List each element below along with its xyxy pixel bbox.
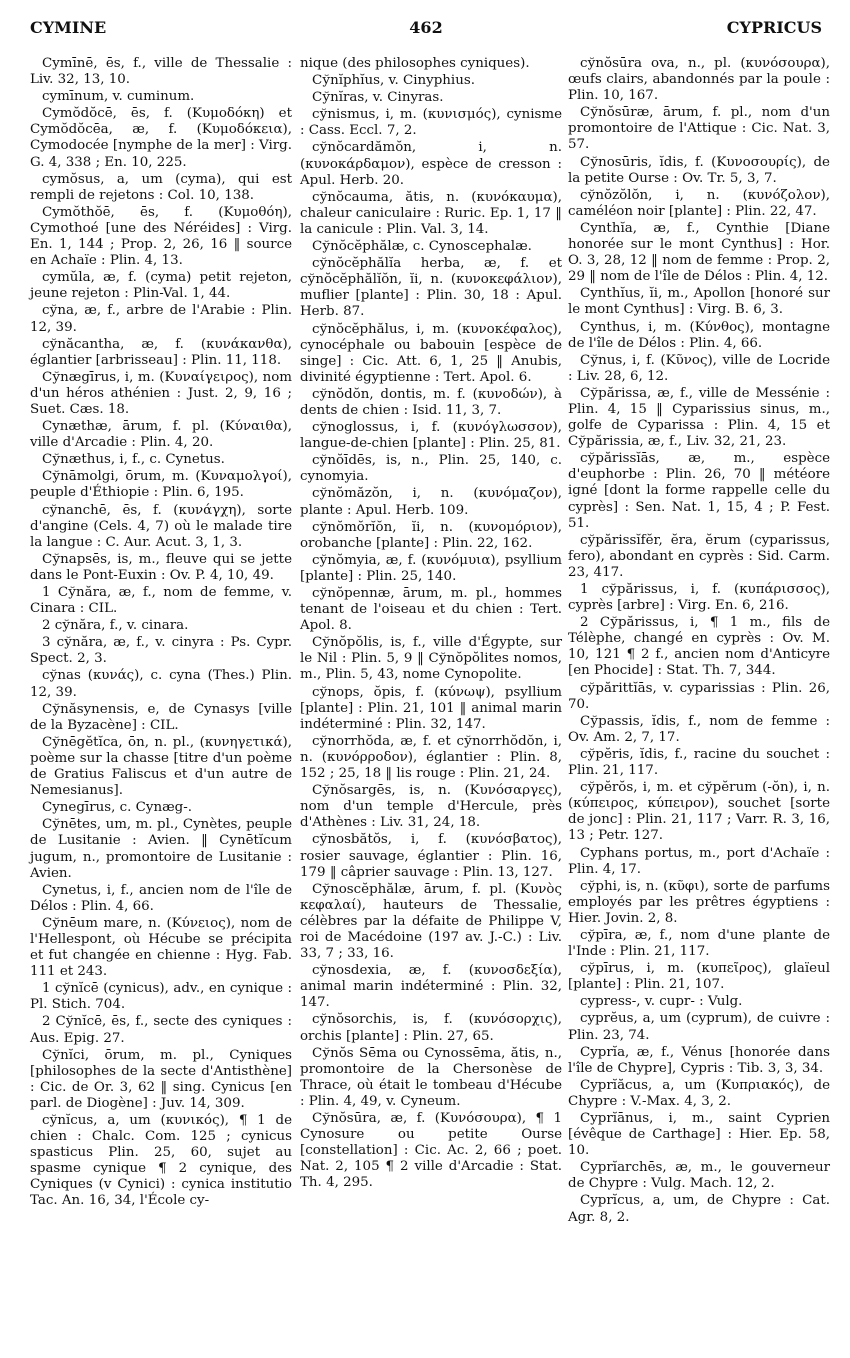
column-1 (30, 56, 292, 1211)
dictionary-entry: Cynæthæ, ārum, f. pl. (Κύναιθα), ville d'Arcadie : Plin. 4, 20. (30, 419, 292, 451)
dictionary-entry: cўnŏcĕphălĭa herba, æ, f. et cўnŏcĕphălĭŏn, ĭi, n. (κυνοκεφάλιον), muflier [plante] : Plin. 30, 18 : Apul. Herb. 87. (300, 256, 562, 320)
dictionary-entry: cўpărissĭās, æ, m., espèce d'euphorbe : Plin. 26, 70 ‖ météore igné [dont la forme rappelle celle du cyprès] : Sen. Nat. 1, 15, 4 ; P. Fest. 51. (568, 451, 830, 531)
column-3 (568, 56, 830, 1227)
dictionary-entry: cўphi, is, n. (κῦφι), sorte de parfums employés par les prêtres égyptiens : Hier. Jovin. 2, 8. (568, 878, 830, 926)
dictionary-entry: Cynetus, i, f., ancien nom de l'île de Délos : Plin. 4, 66. (30, 882, 292, 914)
dictionary-entry: cўnosbătŏs, i, f. (κυνόσβατος), rosier sauvage, églantier : Plin. 16, 179 ‖ câprier sauvage : Plin. 13, 127. (300, 832, 562, 880)
dictionary-entry: cўpīra, æ, f., nom d'une plante de l'Inde : Plin. 21, 117. (568, 927, 830, 960)
dictionary-entry: Cymīnē, ēs, f., ville de Thessalie : Liv. 32, 13, 10. (30, 56, 292, 88)
dictionary-entry: Cyprĭcus, a, um, de Chypre : Cat. Agr. 8, 2. (568, 1193, 830, 1225)
dictionary-entry: 1 Cўnăra, æ, f., nom de femme, v. Cinara : CIL. (30, 585, 292, 617)
dictionary-entry: cўnismus, i, m. (κυνισμός), cynisme : Cass. Eccl. 7, 2. (300, 107, 562, 139)
dictionary-entry: Cyprĭa, æ, f., Vénus [honorée dans l'île de Chypre], Cypris : Tib. 3, 3, 34. (568, 1044, 830, 1076)
dictionary-entry: Cўpărissa, æ, f., ville de Messénie : Plin. 4, 15 ‖ Cyparissius sinus, m., golfe de Cyparissa : Plin. 4, 15 et Cўpărissia, æ, f., Liv. 32, 21, 23. (568, 385, 830, 450)
dictionary-entry: Cўnosūris, ĭdis, f. (Κυνοσουρίς), de la petite Ourse : Ov. Tr. 5, 3, 7. (568, 154, 830, 186)
dictionary-entry: Cўpassis, ĭdis, f., nom de femme : Ov. Am. 2, 7, 17. (568, 713, 830, 745)
column-2 (300, 56, 562, 1192)
dictionary-entry: Cўnĭphĭus, v. Cinyphius. (312, 73, 475, 89)
dictionary-entry: cўnŏīdēs, is, n., Plin. 25, 140, c. cynomyia. (300, 453, 562, 485)
dictionary-entry: cўpărittĭās, v. cyparissias : Plin. 26, 70. (568, 680, 830, 712)
dictionary-entry: cўnŏcauma, ătis, n. (κυνόκαυμα), chaleur caniculaire : Ruric. Ep. 1, 17 ‖ la canicule : Plin. Val. 3, 14. (300, 189, 562, 237)
dictionary-entry: cўnŏmyia, æ, f. (κυνόμυια), psyllium [plante] : Plin. 25, 140. (300, 552, 562, 584)
dictionary-entry: Cўnus, i, f. (Κῦνος), ville de Locride : Liv. 28, 6, 12. (568, 352, 830, 384)
dictionary-entry: cўnĭcus, a, um (κυνικός), ¶ 1 de chien : Chalc. Com. 125 ; cynicus spasticus Plin. 25, 60, sujet au spasme cynique ¶ 2 cynique, des Cyniques (v Cynici) : cynica institutio Tac. An. 16, 34, l'École cy- (30, 1113, 292, 1209)
dictionary-entry: Cўnŏsūræ, ārum, f. pl., nom d'un promontoire de l'Attique : Cic. Nat. 3, 57. (568, 105, 830, 153)
dictionary-entry: cўnŏcardămŏn, i, n. (κυνοκάρδαμον), espèce de cresson : Apul. Herb. 20. (300, 140, 562, 188)
dictionary-entry: Cўnapsēs, is, m., fleuve qui se jette dans le Pont-Euxin : Ov. P. 4, 10, 49. (30, 551, 292, 583)
dictionary-entry: Cyprĭăcus, a, um (Κυπριακός), de Chypre : V.-Max. 4, 3, 2. (568, 1077, 830, 1109)
dictionary-entry: Cўnoscĕphălæ, ārum, f. pl. (Κυνὸς κεφαλαί), hauteurs de Thessalie, célèbres par la défaite de Philippe V, roi de Macédoine (197 av. J.-C.) : Liv. 33, 7 ; 33, 16. (300, 881, 562, 962)
dictionary-entry: cўnŏpennæ, ārum, m. pl., hommes tenant de l'oiseau et du chien : Tert. Apol. 8. (300, 586, 562, 634)
dictionary-entry: cymŏsus, a, um (cyma), qui est rempli de rejetons : Col. 10, 138. (30, 171, 292, 203)
dictionary-entry: 1 cўnĭcē (cynicus), adv., en cynique : Pl. Stich. 704. (30, 981, 292, 1013)
dictionary-entry: 1 cўpărissus, i, f. (κυπάρισσος), cyprès [arbre] : Virg. En. 6, 216. (568, 582, 830, 614)
dictionary-entry: Cўnētes, um, m. pl., Cynètes, peuple de Lusitanie : Avien. ‖ Cynētĭcum jugum, n., promontoire de Lusitanie : Avien. (30, 817, 292, 881)
dictionary-entry: Cўnăsynensis, e, de Cynasys [ville de la Byzacène] : CIL. (30, 701, 292, 733)
dictionary-entry: cўnŏsūra ova, n., pl. (κυνόσουρα), œufs clairs, abandonnés par la poule : Plin. 10, 167. (568, 56, 830, 104)
dictionary-entry: Cўnægīrus, i, m. (Κυναίγειρος), nom d'un héros athénien : Just. 2, 9, 16 ; Suet. Cæs. 18. (30, 369, 292, 417)
running-head-left: CYMINE (30, 18, 107, 37)
dictionary-entry: Cymŏthŏē, ēs, f. (Κυμοθόη), Cymothoé [une des Néréides] : Virg. En. 1, 144 ; Prop. 2, 26, 16 ‖ source en Achaïe : Plin. 4, 13. (30, 204, 292, 269)
dictionary-entry: 3 cўnăra, æ, f., v. cinyra : Ps. Cypr. Spect. 2, 3. (30, 635, 292, 667)
dictionary-entry: cўnŏsorchis, is, f. (κυνόσορχις), orchis [plante] : Plin. 27, 65. (300, 1012, 562, 1044)
dictionary-entry: Cўnæthus, i, f., c. Cynetus. (42, 452, 225, 468)
dictionary-entry: Cўnĭci, ōrum, m. pl., Cyniques [philosophes de la secte d'Antisthène] : Cic. de Or. 3, 62 ‖ sing. Cynicus [en parl. de Diogène] : Juv. 14, 309. (30, 1047, 292, 1111)
dictionary-entry: Cўnŏs Sēma ou Cynossēma, ătis, n., promontoire de la Chersonèse de Thrace, où était le tombeau d'Hécube : Plin. 4, 49, v. Cyneum. (300, 1045, 562, 1109)
dictionary-entry: Cўnāmolgi, ōrum, m. (Κυναμολγοί), peuple d'Éthiopie : Plin. 6, 195. (30, 469, 292, 501)
dictionary-entry: Cynthĭus, ĭi, m., Apollon [honoré sur le mont Cynthus] : Virg. B. 6, 3. (568, 286, 830, 318)
dictionary-entry: cypress-, v. cupr- : Vulg. (580, 994, 743, 1010)
dictionary-entry: Cyphans portus, m., port d'Achaïe : Plin. 4, 17. (568, 845, 830, 877)
dictionary-entry: Cўnŏsargēs, is, n. (Κυνόσαργες), nom d'un temple d'Hercule, près d'Athènes : Liv. 31, 24, 18. (300, 783, 562, 831)
dictionary-entry: cўnas (κυνάς), c. cyna (Thes.) Plin. 12, 39. (30, 668, 292, 700)
dictionary-entry: cymīnum, v. cuminum. (42, 89, 195, 105)
dictionary-entry: Cўnŏpŏlis, is, f., ville d'Égypte, sur le Nil : Plin. 5, 9 ‖ Cўnŏpŏlites nomos, m., Plin. 5, 43, nome Cynopolite. (300, 635, 562, 683)
dictionary-entry: cўnŏmŏrĭŏn, ĭi, n. (κυνομόριον), orobanche [plante] : Plin. 22, 162. (300, 519, 562, 551)
dictionary-entry: cyprĕus, a, um (cyprum), de cuivre : Plin. 23, 74. (568, 1011, 830, 1043)
dictionary-entry: Cyprĭānus, i, m., saint Cyprien [évêque de Carthage] : Hier. Ep. 58, 10. (568, 1111, 830, 1159)
dictionary-entry: Cўnēgĕtĭca, ōn, n. pl., (κυνηγετικά), poème sur la chasse [titre d'un poème de Gratius Faliscus et d'un autre de Nemesianus]. (30, 734, 292, 799)
dictionary-entry: Cynthĭa, æ, f., Cynthie [Diane honorée sur le mont Cynthus] : Hor. O. 3, 28, 12 ‖ nom de femme : Prop. 2, 29 ‖ nom de l'île de Délos : Plin. 4, 12. (568, 220, 830, 285)
dictionary-entry: cўpĕrŏs, i, m. et cўpĕrum (-ŏn), i, n. (κύπειρος, κύπειρον), souchet [sorte de jonc] : Plin. 21, 117 ; Varr. R. 3, 16, 13 ; Petr. 127. (568, 780, 830, 844)
dictionary-entry: cўnŏdŏn, dontis, m. f. (κυνοδών), à dents de chien : Isid. 11, 3, 7. (300, 386, 562, 418)
dictionary-entry: cўnops, ŏpis, f. (κύνωψ), psyllium [plante] : Plin. 21, 101 ‖ animal marin indéterminé : Plin. 32, 147. (300, 684, 562, 732)
dictionary-entry: cўpīrus, i, m. (κυπεῖρος), glaïeul [plante] : Plin. 21, 107. (568, 961, 830, 993)
dictionary-entry: cўna, æ, f., arbre de l'Arabie : Plin. 12, 39. (30, 303, 292, 335)
dictionary-entry: Cўnŏsūra, æ, f. (Κυνόσουρα), ¶ 1 Cynosure ou petite Ourse [constellation] : Cic. Ac. 2, 66 ; poet. Nat. 2, 105 ¶ 2 ville d'Arcadie : Stat. Th. 4, 295. (300, 1111, 562, 1191)
dictionary-entry: 2 Cўpărissus, i, ¶ 1 m., fils de Télèphe, changé en cyprès : Ov. M. 10, 121 ¶ 2 f., ancien nom d'Anticyre [en Phocide] : Stat. Th. 7, 344. (568, 615, 830, 679)
dictionary-entry: cўpĕris, ĭdis, f., racine du souchet : Plin. 21, 117. (568, 746, 830, 779)
dictionary-entry: Cўnĭras, v. Cinyras. (312, 90, 444, 106)
dictionary-entry: cўnŏmăzŏn, i, n. (κυνόμαζον), plante : Apul. Herb. 109. (300, 486, 562, 518)
dictionary-entry: cўpărissĭfĕr, ĕra, ĕrum (cyparissus, fero), abondant en cyprès : Sid. Carm. 23, 417. (568, 532, 830, 580)
dictionary-entry: Cynegīrus, c. Cynæg-. (42, 800, 193, 816)
dictionary-entry: cўnorrhŏda, æ, f. et cўnorrhŏdŏn, i, n. (κυνόρροδον), églantier : Plin. 8, 152 ; 25, 18 ‖ lis rouge : Plin. 21, 24. (300, 733, 562, 782)
dictionary-entry: cўnŏcĕphălus, i, m. (κυνοκέφαλος), cynocéphale ou babouin [espèce de singe] : Cic. Att. 6, 1, 25 ‖ Anubis, divinité égyptienne : Tert. Apol. 6. (300, 321, 562, 385)
page-number: 462 (409, 18, 443, 37)
page-header (30, 18, 822, 42)
dictionary-entry: Cўnēum mare, n. (Κύνειος), nom de l'Hellespont, où Hécube se précipita et fut changée en chienne : Hyg. Fab. 111 et 243. (30, 915, 292, 980)
dictionary-entry: 2 Cўnĭcē, ēs, f., secte des cyniques : Aus. Epig. 27. (30, 1014, 292, 1046)
dictionary-entry: Cymŏdŏcē, ēs, f. (Κυμοδόκη) et Cymŏdŏcēa, æ, f. (Κυμοδόκεια), Cymodocée [nymphe de la mer] : Virg. G. 4, 338 ; En. 10, 225. (30, 106, 292, 170)
dictionary-entry: cўnanchē, ēs, f. (κυνάγχη), sorte d'angine (Cels. 4, 7) où le malade tire la langue : C. Aur. Acut. 3, 1, 3. (30, 502, 292, 550)
dictionary-entry: 2 cўnăra, f., v. cinara. (42, 618, 189, 634)
dictionary-entry: nique (des philosophes cyniques). (300, 56, 530, 71)
running-head-right: CYPRICUS (726, 18, 822, 37)
dictionary-entry: Cyprĭarchēs, æ, m., le gouverneur de Chypre : Vulg. Mach. 12, 2. (568, 1160, 830, 1192)
dictionary-entry: Cynthus, i, m. (Κύνθος), montagne de l'île de Délos : Plin. 4, 66. (568, 319, 830, 351)
dictionary-entry: cymŭla, æ, f. (cyma) petit rejeton, jeune rejeton : Plin-Val. 1, 44. (30, 270, 292, 302)
dictionary-entry: cўnosdexia, æ, f. (κυνοσδεξία), animal marin indéterminé : Plin. 32, 147. (300, 963, 562, 1011)
dictionary-entry: Cўnŏcĕphălæ, c. Cynoscephalæ. (312, 239, 532, 255)
dictionary-entry: cўnăcantha, æ, f. (κυνάκανθα), églantier [arbrisseau] : Plin. 11, 118. (30, 336, 292, 368)
dictionary-entry: cўnoglossus, i, f. (κυνόγλωσσον), langue-de-chien [plante] : Plin. 25, 81. (300, 420, 562, 452)
dictionary-entry: cўnŏzŏlŏn, i, n. (κυνόζολον), caméléon noir [plante] : Plin. 22, 47. (568, 187, 830, 219)
